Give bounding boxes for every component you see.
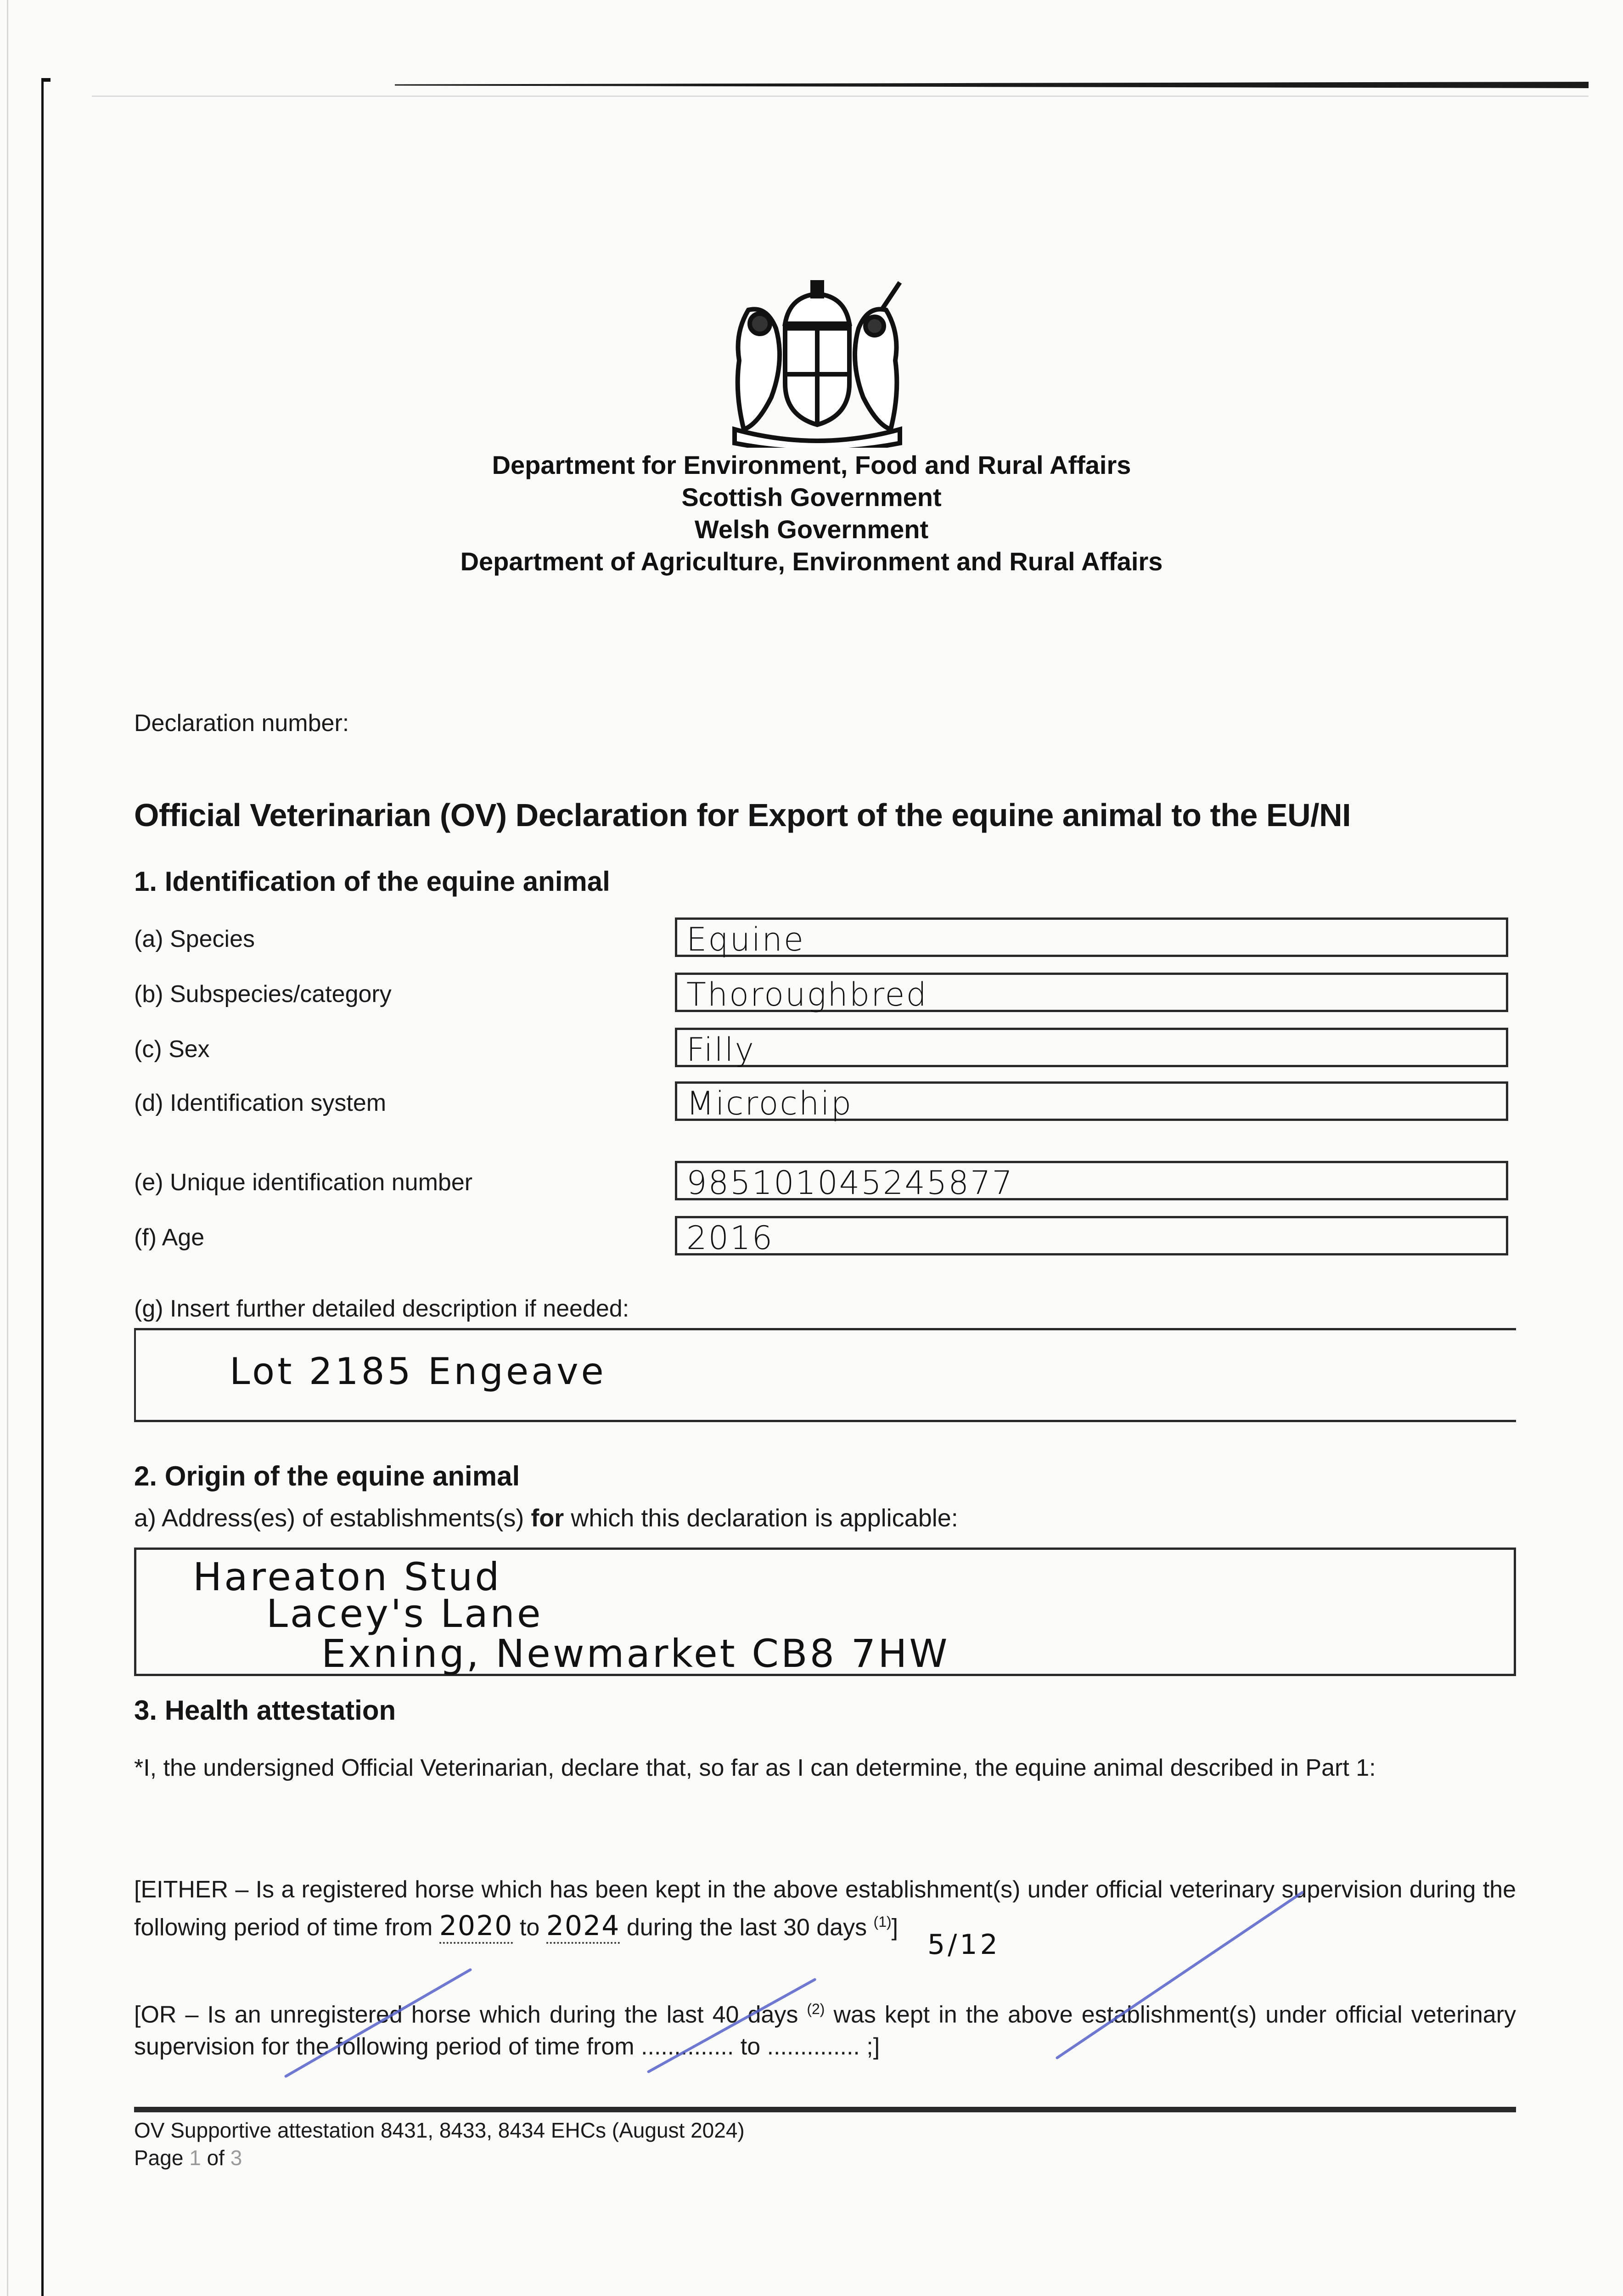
page-indicator bbox=[134, 2145, 242, 2170]
attestation-intro: *I, the undersigned Official Veterinarian, declare that, so far as I can determine, the equine animal described in Part 1: bbox=[134, 1755, 1376, 1781]
footnote-1: (1) bbox=[873, 1913, 892, 1930]
identification-system-field[interactable]: Microchip bbox=[675, 1081, 1508, 1121]
address-line-1: Hareaton Stud bbox=[193, 1554, 502, 1599]
top-rule-thin bbox=[92, 96, 1589, 97]
top-rule bbox=[395, 82, 1589, 88]
section-2-title: 2. Origin of the equine animal bbox=[134, 1461, 520, 1491]
or-text-pre: [OR – Is an unregistered horse which during the last 40 days bbox=[134, 2001, 807, 2028]
either-text-pre: [EITHER – Is a registered horse which has been kept in the above establishment(s) under official veterinary supervision during the following period of time from bbox=[134, 1876, 1516, 1941]
subspecies-label: (b) Subspecies/category bbox=[134, 981, 392, 1007]
age-label: (f) Age bbox=[134, 1224, 205, 1251]
declaration-number-label: Declaration number: bbox=[134, 710, 349, 737]
or-text-post: was kept in the above establishment(s) under official veterinary supervision for the following period of time from .............. to .............. ;] bbox=[134, 2001, 1516, 2060]
species-field[interactable]: Equine bbox=[675, 917, 1508, 957]
either-to-date[interactable]: 2024 bbox=[546, 1910, 620, 1944]
either-text-post: during the last 30 days bbox=[620, 1914, 874, 1941]
identification-system-label: (d) Identification system bbox=[134, 1090, 387, 1116]
issuing-authorities bbox=[0, 449, 1623, 578]
age-field[interactable]: 2016 bbox=[675, 1216, 1508, 1255]
page-prefix: Page bbox=[134, 2146, 190, 2170]
footnote-2: (2) bbox=[807, 2001, 825, 2017]
page-of: of bbox=[201, 2146, 230, 2170]
scan-edge-hook bbox=[41, 78, 51, 82]
royal-coat-of-arms-icon bbox=[716, 278, 918, 448]
attestation-or bbox=[134, 1993, 1516, 2063]
address-label-pre: a) Address(es) of establishments(s) bbox=[134, 1504, 531, 1532]
either-close: ] bbox=[891, 1914, 899, 1941]
page-title: Official Veterinarian (OV) Declaration for Export of the equine animal to the EU/NI bbox=[134, 797, 1351, 833]
page-total: 3 bbox=[230, 2146, 242, 2170]
either-handwritten-note: 5/12 bbox=[927, 1929, 1000, 1961]
department-daera: Department of Agriculture, Environment and Rural Affairs bbox=[460, 547, 1163, 576]
either-from-date[interactable]: 2020 bbox=[439, 1910, 513, 1944]
subspecies-field[interactable]: Thoroughbred bbox=[675, 973, 1508, 1012]
species-label: (a) Species bbox=[134, 926, 255, 952]
description-value: Lot 2185 Engeave bbox=[230, 1350, 607, 1393]
department-scottish-gov: Scottish Government bbox=[681, 483, 942, 512]
section-3-title: 3. Health attestation bbox=[134, 1695, 396, 1726]
sex-field[interactable]: Filly bbox=[675, 1028, 1508, 1067]
either-text-mid: to bbox=[513, 1914, 546, 1941]
page-current: 1 bbox=[189, 2146, 201, 2170]
address-line-3: Exning, Newmarket CB8 7HW bbox=[321, 1631, 950, 1676]
footer-rule bbox=[134, 2107, 1516, 2112]
unique-id-field[interactable]: 985101045245877 bbox=[675, 1161, 1508, 1200]
sex-label: (c) Sex bbox=[134, 1036, 210, 1063]
scan-edge-faint bbox=[7, 0, 8, 2296]
address-line-2: Lacey's Lane bbox=[266, 1591, 543, 1636]
department-defra: Department for Environment, Food and Rural Affairs bbox=[492, 450, 1131, 479]
address-label bbox=[134, 1504, 958, 1532]
footer-reference: OV Supportive attestation 8431, 8433, 8434 EHCs (August 2024) bbox=[134, 2118, 745, 2142]
scan-edge-left bbox=[41, 80, 44, 2296]
description-label: (g) Insert further detailed description if needed: bbox=[134, 1295, 629, 1322]
address-label-post: which this declaration is applicable: bbox=[564, 1504, 958, 1532]
attestation-either bbox=[134, 1874, 1516, 1943]
department-welsh-gov: Welsh Government bbox=[694, 515, 929, 544]
address-label-bold: for bbox=[531, 1504, 564, 1532]
section-1-title: 1. Identification of the equine animal bbox=[134, 866, 610, 897]
unique-id-label: (e) Unique identification number bbox=[134, 1169, 473, 1196]
